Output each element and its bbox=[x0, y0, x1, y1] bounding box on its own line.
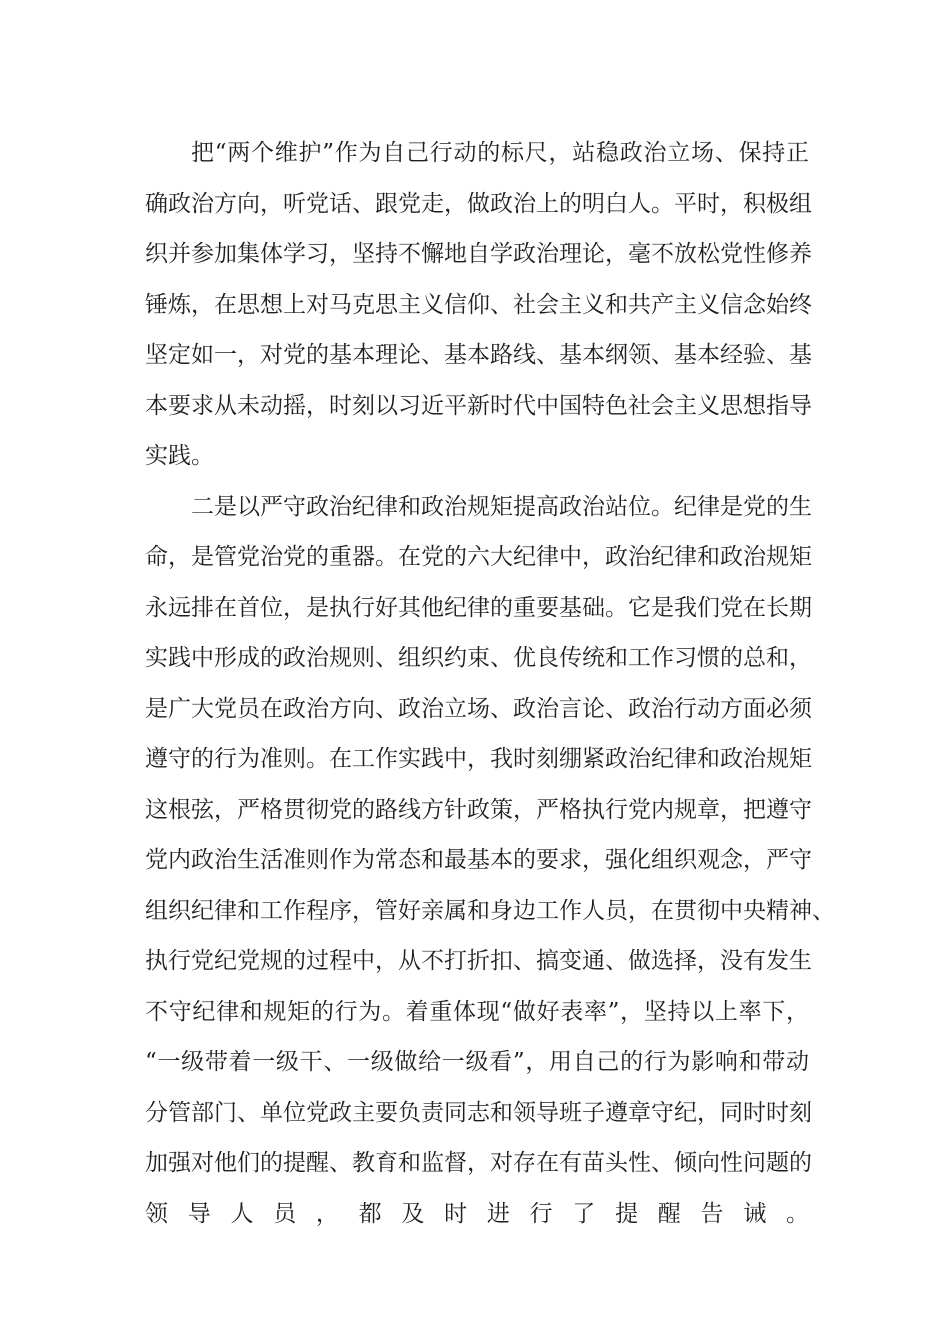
text-line: 执行党纪党规的过程中，从不打折扣、搞变通、做选择，没有发生 bbox=[145, 948, 812, 974]
text-line: 确政治方向，听党话、跟党走，做政治上的明白人。平时，积极组 bbox=[145, 190, 812, 217]
paragraph bbox=[145, 482, 835, 1290]
text-line: 是广大党员在政治方向、政治立场、政治言论、政治行动方面必须 bbox=[145, 695, 812, 722]
text-line: 锤炼，在思想上对马克思主义信仰、社会主义和共产主义信念始终 bbox=[145, 291, 812, 318]
text-line: 永远排在首位，是执行好其他纪律的重要基础。它是我们党在长期 bbox=[145, 594, 812, 621]
text-line: 二是以严守政治纪律和政治规矩提高政治站位。纪律是党的生 bbox=[191, 493, 812, 520]
text-line: 组织纪律和工作程序，管好亲属和身边工作人员，在贯彻中央精神、 bbox=[145, 897, 835, 924]
text-line: 本要求从未动摇，时刻以习近平新时代中国特色社会主义思想指导 bbox=[145, 392, 812, 419]
text-line: 遵守的行为准则。在工作实践中，我时刻绷紧政治纪律和政治规矩 bbox=[145, 746, 812, 772]
document-body bbox=[145, 128, 835, 1290]
text-line: 实践中形成的政治规则、组织约束、优良传统和工作习惯的总和， bbox=[145, 645, 812, 671]
text-line: 不守纪律和规矩的行为。着重体现“做好表率”，坚持以上率下， bbox=[145, 998, 809, 1025]
text-line: 织并参加集体学习，坚持不懈地自学政治理论，毫不放松党性修养 bbox=[145, 241, 812, 267]
text-line: 加强对他们的提醒、教育和监督，对存在有苗头性、倾向性问题的 bbox=[145, 1150, 812, 1176]
text-line: 分管部门、单位党政主要负责同志和领导班子遵章守纪，同时时刻 bbox=[145, 1099, 812, 1126]
text-line: 实践。 bbox=[145, 443, 214, 469]
text-line: “一级带着一级干、一级做给一级看”，用自己的行为影响和带动 bbox=[145, 1049, 809, 1075]
text-line: 把“两个维护”作为自己行动的标尺，站稳政治立场、保持正 bbox=[191, 140, 809, 166]
text-line: 命，是管党治党的重器。在党的六大纪律中，政治纪律和政治规矩 bbox=[145, 544, 812, 570]
text-line: 党内政治生活准则作为常态和最基本的要求，强化组织观念，严守 bbox=[145, 847, 812, 873]
paragraph bbox=[145, 128, 812, 482]
text-line: 坚定如一，对党的基本理论、基本路线、基本纲领、基本经验、基 bbox=[145, 342, 812, 368]
text-line bbox=[145, 1239, 809, 1290]
text-line: 这根弦，严格贯彻党的路线方针政策，严格执行党内规章，把遵守 bbox=[145, 796, 812, 823]
text-line: 领导人员，都及时进行了提醒告诫。 bbox=[145, 1200, 809, 1227]
